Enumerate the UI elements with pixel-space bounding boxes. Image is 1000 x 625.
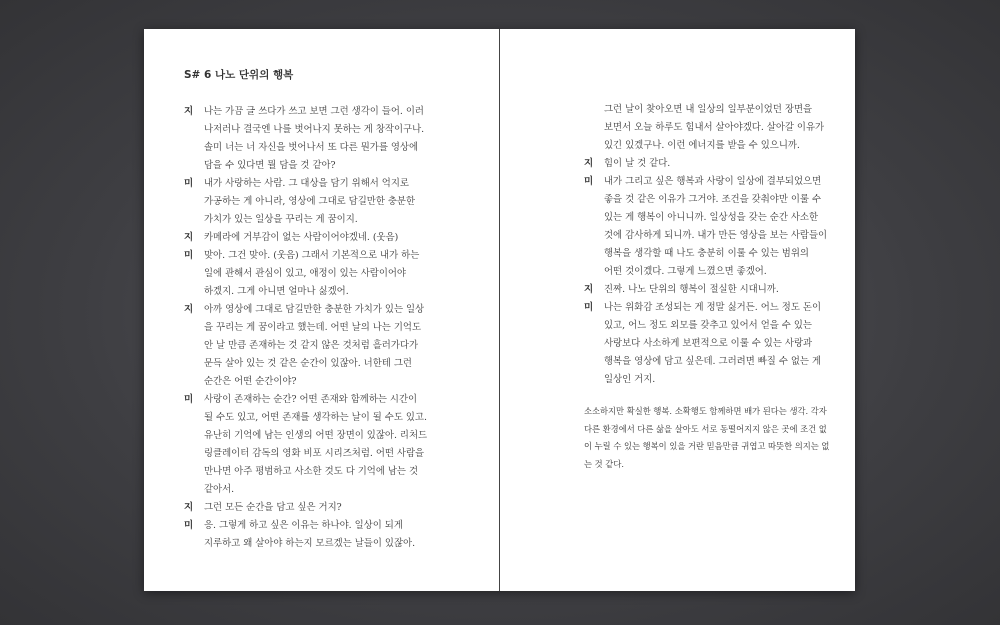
scene-title: S# 6 나노 단위의 행복 bbox=[184, 69, 294, 81]
text-line: 하겠지. 그게 아니면 얼마나 싫겠어. bbox=[204, 286, 349, 297]
speaker-label: 지 bbox=[184, 106, 194, 117]
speaker-label: 미 bbox=[184, 250, 194, 261]
speaker-label: 미 bbox=[584, 302, 594, 313]
text-line: 좋을 것 같은 이유가 그거야. 조건을 갖춰야만 이룰 수 bbox=[604, 194, 822, 205]
speaker-label: 미 bbox=[184, 520, 194, 531]
text-line: 담을 수 있다면 뭘 담을 것 같아? bbox=[204, 160, 336, 171]
speech-text bbox=[204, 229, 434, 247]
speech-text bbox=[204, 247, 434, 301]
text-line: 는 것 같다. bbox=[584, 458, 624, 469]
text-line: 가공하는 게 아니라, 영상에 그대로 담길만한 충분한 bbox=[204, 196, 416, 207]
dialogue-entry bbox=[184, 391, 434, 499]
dialogue-entry bbox=[584, 173, 834, 281]
text-line: 같아서. bbox=[204, 484, 235, 495]
text-line: 일에 관해서 관심이 있고, 애정이 있는 사람이어야 bbox=[204, 268, 406, 279]
speaker-label: 미 bbox=[584, 176, 594, 187]
speech-text bbox=[604, 173, 834, 281]
afterword-note bbox=[584, 403, 830, 473]
text-line: 보면서 오늘 하루도 힘내서 살아야겠다. 살아갈 이유가 bbox=[604, 122, 825, 133]
dialogue-entry bbox=[584, 281, 834, 299]
speech-text bbox=[604, 155, 834, 173]
speech-text bbox=[204, 301, 434, 391]
speaker-label: 지 bbox=[184, 502, 194, 513]
speaker-label: 지 bbox=[184, 232, 194, 243]
speech-text bbox=[204, 499, 434, 517]
book-spread bbox=[144, 29, 855, 591]
speech-text bbox=[204, 517, 434, 553]
text-line: 행복을 영상에 담고 싶은데. 그러려면 빠질 수 없는 게 bbox=[604, 356, 822, 367]
dialogue-entry bbox=[584, 155, 834, 173]
text-line: 나저러나 결국엔 나를 벗어나지 못하는 게 창작이구나. bbox=[204, 124, 425, 135]
text-line: 있긴 있겠구나. 이런 에너지를 받을 수 있으니까. bbox=[604, 140, 800, 151]
text-line: 될 수도 있고, 어떤 존재를 생각하는 날이 될 수도 있고. bbox=[204, 412, 427, 423]
dialogue-entry bbox=[184, 103, 434, 175]
text-line: 있고, 어느 정도 외모를 갖추고 있어서 얻을 수 있는 bbox=[604, 320, 812, 331]
dialogue-entry bbox=[584, 299, 834, 389]
speech-text bbox=[604, 281, 834, 299]
dialogue-entry bbox=[184, 499, 434, 517]
text-line: 진짜. 나노 단위의 행복이 절실한 시대니까. bbox=[604, 284, 779, 295]
text-line: 그런 날이 찾아오면 내 일상의 일부분이었던 장면을 bbox=[604, 104, 813, 115]
text-line: 맞아. 그건 맞아. (웃음) 그래서 기본적으로 내가 하는 bbox=[204, 250, 420, 261]
speech-text bbox=[204, 391, 434, 499]
text-line: 이 누릴 수 있는 행복이 있을 거란 믿음만큼 귀엽고 따뜻한 의지는 없 bbox=[584, 441, 830, 451]
text-line: 어떤 것이겠다. 그렇게 느꼈으면 좋겠어. bbox=[604, 266, 767, 277]
text-line: 나는 가끔 글 쓰다가 쓰고 보면 그런 생각이 들어. 이러 bbox=[204, 106, 424, 117]
text-line: 있는 게 행복이 아니니까. 일상성을 갖는 순간 사소한 bbox=[604, 212, 819, 223]
dialogue-entry bbox=[184, 517, 434, 553]
text-line: 순간은 어떤 순간이야? bbox=[204, 376, 297, 387]
text-line: 다른 환경에서 다른 삶을 살아도 서로 동떨어지지 않은 곳에 조건 없 bbox=[584, 423, 827, 434]
speaker-label: 지 bbox=[184, 304, 194, 315]
speech-text bbox=[204, 103, 434, 175]
text-line: 아까 영상에 그대로 담길만한 충분한 가치가 있는 일상 bbox=[204, 304, 425, 315]
speaker-label: 지 bbox=[584, 158, 594, 169]
speaker-label: 미 bbox=[184, 178, 194, 189]
text-line: 을 꾸리는 게 꿈이라고 했는데. 어떤 날의 나는 기억도 bbox=[204, 322, 422, 333]
dialogue-entry bbox=[184, 229, 434, 247]
speech-text bbox=[604, 299, 834, 389]
text-line: 응. 그렇게 하고 싶은 이유는 하나야. 일상이 되게 bbox=[204, 520, 403, 531]
dialogue-entry bbox=[184, 175, 434, 229]
text-line: 솔미 너는 너 자신을 벗어나서 또 다른 뭔가를 영상에 bbox=[204, 142, 419, 153]
text-line: 나는 위화감 조성되는 게 정말 싫거든. 어느 정도 돈이 bbox=[604, 302, 822, 313]
text-line: 내가 그리고 싶은 행복과 사랑이 일상에 결부되었으면 bbox=[604, 176, 822, 187]
text-line: 일상인 거지. bbox=[604, 374, 656, 385]
text-line: 안 날 만큼 존재하는 것 같지 않은 것처럼 흘러가다가 bbox=[204, 340, 419, 351]
dialogue-entry bbox=[184, 301, 434, 391]
speech-text bbox=[204, 175, 434, 229]
text-line: 카메라에 거부감이 없는 사람이어야겠네. (웃음) bbox=[204, 232, 399, 243]
continued-speech bbox=[584, 101, 834, 155]
text-line: 만나면 아주 평범하고 사소한 것도 다 기억에 남는 것 bbox=[204, 466, 419, 477]
text-line: 사랑보다 사소하게 보편적으로 이룰 수 있는 사랑과 bbox=[604, 338, 813, 349]
left-page bbox=[144, 29, 499, 591]
text-line: 힘이 날 것 같다. bbox=[604, 158, 671, 169]
speaker-label: 미 bbox=[184, 394, 194, 405]
speaker-label: 지 bbox=[584, 284, 594, 295]
text-line: 지루하고 왜 살아야 하는지 모르겠는 날들이 있잖아. bbox=[204, 538, 416, 549]
text-line: 것에 감사하게 되니까. 내가 만든 영상을 보는 사람들이 bbox=[604, 230, 828, 241]
right-page bbox=[500, 29, 855, 591]
text-line: 사랑이 존재하는 순간? 어떤 존재와 함께하는 시간이 bbox=[204, 394, 418, 405]
text-line: 그런 모든 순간을 담고 싶은 거지? bbox=[204, 502, 342, 513]
right-dialogue bbox=[584, 101, 834, 389]
text-line: 링클레이터 감독의 영화 비포 시리즈처럼. 어떤 사람을 bbox=[204, 448, 425, 459]
left-dialogue bbox=[184, 103, 434, 553]
text-line: 내가 사랑하는 사람. 그 대상을 담기 위해서 억지로 bbox=[204, 178, 409, 189]
text-line: 문득 살아 있는 것 같은 순간이 있잖아. 너한테 그런 bbox=[204, 358, 412, 369]
text-line: 유난히 기억에 남는 인생의 어떤 장면이 있잖아. 리처드 bbox=[204, 430, 428, 441]
text-line: 가치가 있는 일상을 꾸리는 게 꿈이지. bbox=[204, 214, 358, 225]
text-line: 행복을 생각할 때 나도 충분히 이룰 수 있는 범위의 bbox=[604, 248, 809, 259]
text-line: 소소하지만 확실한 행복. 소확행도 함께하면 배가 된다는 생각. 각자 bbox=[584, 406, 827, 416]
dialogue-entry bbox=[184, 247, 434, 301]
